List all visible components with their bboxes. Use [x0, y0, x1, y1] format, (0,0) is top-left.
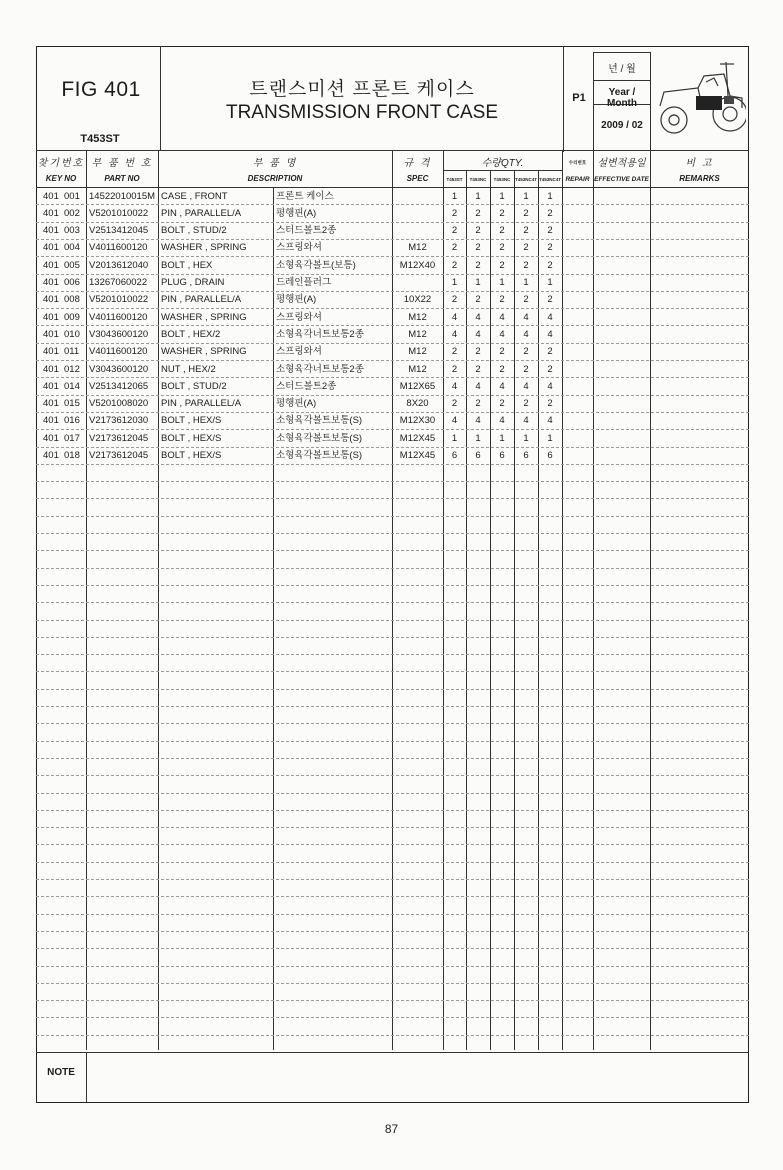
cell-desc-en: BOLT , HEX/2 [161, 328, 221, 340]
table-row [0, 430, 783, 447]
col-effective-kr: 설변적용일 [597, 158, 646, 169]
cell-qty: 2 [451, 363, 458, 375]
page-code: P1 [572, 92, 586, 104]
cell-fig: 401 [43, 259, 59, 271]
cell-qty: 2 [523, 346, 529, 358]
cell-qty: 4 [451, 415, 458, 427]
col-qty: 수량QTY. [481, 158, 524, 169]
cell-desc-kr: 평행핀(A) [276, 294, 317, 306]
col-key-kr: 찾기번호 [37, 158, 85, 169]
note-label: NOTE [47, 1067, 75, 1078]
row-rule [36, 689, 749, 690]
row-rule [36, 671, 749, 672]
page-title: TRANSMISSION FRONT CASE [225, 102, 498, 123]
cell-fig: 401 [43, 207, 59, 219]
cell-desc-en: PIN , PARALLEL/A [161, 398, 242, 410]
cell-fig: 401 [43, 190, 59, 202]
cell-qty: 1 [523, 190, 529, 202]
cell-spec: M12X65 [399, 380, 436, 392]
table-row [0, 239, 783, 256]
row-rule [36, 844, 749, 845]
row-rule [36, 827, 749, 828]
cell-qty: 2 [547, 207, 553, 219]
cell-desc-en: WASHER , SPRING [161, 346, 247, 358]
col-qty-model-4: T453NC4T [514, 177, 537, 182]
cell-qty: 6 [523, 450, 529, 461]
cell-qty: 1 [475, 432, 481, 444]
cell-qty: 1 [547, 190, 553, 202]
cell-qty: 4 [451, 328, 458, 340]
cell-part-no: V4011600120 [89, 242, 148, 254]
cell-qty: 2 [475, 346, 481, 358]
row-rule [36, 879, 749, 880]
cell-qty: 1 [451, 277, 458, 288]
cell-key: 012 [64, 363, 80, 375]
page-title-korean: 트랜스미션 프론트 케이스 [249, 79, 475, 100]
cell-qty: 2 [547, 242, 553, 254]
cell-part-no: V5201008020 [89, 398, 149, 410]
cell-qty: 2 [451, 207, 458, 219]
cell-desc-en: PIN , PARALLEL/A [161, 294, 242, 306]
cell-qty: 2 [547, 346, 553, 358]
table-row [0, 205, 783, 222]
cell-desc-en: WASHER , SPRING [161, 311, 247, 323]
cell-spec: M12 [408, 328, 427, 340]
col-remarks: REMARKS [679, 174, 720, 183]
row-rule [36, 896, 749, 897]
cell-qty: 2 [499, 207, 505, 219]
cell-part-no: V5201010022 [89, 294, 149, 306]
cell-desc-kr: 평행핀(A) [276, 398, 317, 410]
cell-qty: 4 [499, 311, 505, 323]
col-repair: REPAIR [565, 176, 590, 183]
row-rule [36, 862, 749, 863]
table-row [0, 222, 783, 239]
row-rule [36, 983, 749, 984]
cell-fig: 401 [43, 398, 59, 410]
header-divider [593, 52, 650, 53]
cell-spec [392, 222, 443, 239]
row-rule [36, 654, 749, 655]
cell-qty: 2 [523, 259, 529, 271]
table-row [0, 343, 783, 360]
year-month-label-korean: 년 / 월 [608, 64, 636, 75]
cell-qty: 1 [451, 190, 458, 202]
cell-qty: 2 [547, 294, 553, 306]
cell-qty: 4 [451, 311, 458, 323]
cell-part-no: 14522010015M [89, 190, 156, 202]
cell-spec: 10X22 [403, 294, 432, 306]
cell-desc-kr: 소형육각너트보통2종 [276, 328, 364, 340]
cell-desc-kr: 소형육각볼트보통(S) [276, 415, 363, 427]
cell-key: 018 [64, 450, 80, 461]
cell-qty: 2 [451, 242, 458, 254]
col-key-no: KEY NO [45, 174, 77, 183]
col-qty-model-1: T453ST [446, 177, 463, 182]
cell-key: 002 [64, 207, 80, 219]
cell-fig: 401 [43, 363, 59, 375]
cell-part-no: V3043600120 [89, 328, 149, 340]
cell-qty: 2 [475, 259, 481, 271]
cell-spec: M12 [408, 346, 427, 358]
cell-key: 015 [64, 398, 80, 410]
page-number: 87 [384, 1122, 399, 1136]
cell-part-no: V5201010022 [89, 207, 149, 219]
cell-qty: 4 [475, 415, 481, 427]
row-rule [36, 948, 749, 949]
cell-key: 008 [64, 294, 80, 306]
model-code: T453ST [80, 133, 120, 145]
cell-qty: 2 [451, 294, 458, 306]
cell-qty: 2 [451, 346, 458, 358]
cell-part-no: V2173612045 [89, 450, 149, 461]
qty-header-rule [443, 170, 562, 171]
cell-desc-en: NUT , HEX/2 [161, 363, 216, 375]
col-qty-model-3: T453NC [493, 177, 511, 182]
cell-key: 011 [64, 346, 80, 358]
row-rule [36, 914, 749, 915]
cell-fig: 401 [43, 432, 59, 444]
cell-fig: 401 [43, 328, 59, 340]
table-row [0, 326, 783, 343]
cell-qty: 2 [547, 363, 553, 375]
cell-desc-kr: 소형육각볼트보통(S) [276, 450, 363, 461]
cell-qty: 4 [523, 380, 529, 392]
cell-qty: 2 [523, 207, 529, 219]
cell-qty: 6 [547, 450, 553, 461]
cell-desc-kr: 평행핀(A) [276, 207, 317, 219]
note-divider [86, 1052, 87, 1103]
cell-desc-en: PLUG , DRAIN [161, 277, 225, 288]
cell-spec: M12X40 [399, 259, 436, 271]
row-rule [36, 775, 749, 776]
cell-desc-kr: 소형육각볼트보통(S) [276, 432, 363, 444]
cell-spec: M12 [408, 311, 427, 323]
col-part-kr: 부 품 번 호 [91, 158, 153, 169]
year-month-value: 2009 / 02 [601, 120, 643, 131]
table-row [0, 378, 783, 395]
note-top-rule [36, 1052, 749, 1053]
cell-qty: 2 [475, 225, 481, 237]
cell-qty: 2 [451, 398, 458, 410]
cell-qty: 1 [475, 190, 481, 202]
table-row [0, 395, 783, 412]
cell-desc-kr: 스프링와셔 [276, 311, 322, 323]
cell-spec [392, 188, 443, 205]
cell-qty: 4 [523, 415, 529, 427]
tractor-icon [654, 56, 746, 142]
cell-desc-kr: 스프링와셔 [276, 346, 322, 358]
header-divider [593, 80, 650, 81]
cell-part-no: V2513412065 [89, 380, 149, 392]
cell-fig: 401 [43, 294, 59, 306]
cell-spec: M12 [408, 363, 427, 375]
cell-desc-kr: 드레인플러그 [276, 277, 332, 288]
cell-qty: 2 [499, 294, 505, 306]
row-rule [36, 1017, 749, 1018]
cell-spec: M12X30 [399, 415, 436, 427]
cell-qty: 4 [499, 328, 505, 340]
row-rule [36, 706, 749, 707]
year-month-label: Year / Month [607, 87, 637, 109]
cell-qty: 2 [523, 225, 529, 237]
cell-qty: 2 [451, 259, 458, 271]
cell-fig: 401 [43, 277, 59, 288]
cell-qty: 1 [547, 277, 553, 288]
table-row [0, 188, 783, 205]
cell-qty: 2 [475, 242, 481, 254]
cell-key: 014 [64, 380, 80, 392]
cell-qty: 6 [451, 450, 458, 461]
cell-desc-en: BOLT , HEX/S [161, 432, 222, 444]
cell-key: 016 [64, 415, 80, 427]
cell-key: 017 [64, 432, 80, 444]
col-effective-date: EFFECTIVE DATE [594, 176, 649, 183]
cell-part-no: V4011600120 [89, 311, 148, 323]
cell-qty: 4 [523, 311, 529, 323]
cell-spec: M12X45 [399, 450, 436, 461]
col-repair-kr: 수리변호 [568, 160, 587, 165]
cell-qty: 1 [499, 190, 505, 202]
cell-qty: 4 [547, 415, 553, 427]
cell-qty: 2 [451, 225, 458, 237]
header-divider [650, 52, 651, 152]
cell-qty: 2 [523, 398, 529, 410]
row-rule [36, 637, 749, 638]
cell-key: 001 [64, 190, 80, 202]
cell-desc-en: BOLT , STUD/2 [161, 225, 227, 237]
cell-qty: 2 [499, 259, 505, 271]
cell-part-no: V2013612040 [89, 259, 149, 271]
cell-desc-en: WASHER , SPRING [161, 242, 247, 254]
row-rule [36, 585, 749, 586]
cell-qty: 2 [475, 398, 481, 410]
col-spec-kr: 규 격 [403, 158, 432, 169]
cell-desc-en: PIN , PARALLEL/A [161, 207, 242, 219]
col-qty-model-5: T453NC4T [538, 177, 561, 182]
cell-qty: 2 [523, 294, 529, 306]
cell-qty: 2 [499, 398, 505, 410]
cell-qty: 2 [475, 363, 481, 375]
row-rule [36, 481, 749, 482]
table-row [0, 291, 783, 308]
cell-desc-kr: 프론트 케이스 [276, 190, 334, 202]
table-row [0, 447, 783, 464]
cell-qty: 4 [475, 311, 481, 323]
row-rule [36, 602, 749, 603]
cell-fig: 401 [43, 311, 59, 323]
header-divider [563, 46, 564, 152]
row-rule [36, 810, 749, 811]
cell-spec: 8X20 [406, 398, 429, 410]
cell-part-no: 13267060022 [89, 277, 148, 288]
cell-qty: 2 [499, 242, 505, 254]
figure-number: FIG 401 [61, 78, 141, 101]
cell-qty: 2 [547, 259, 553, 271]
cell-qty: 4 [499, 415, 505, 427]
cell-qty: 2 [475, 294, 481, 306]
cell-part-no: V4011600120 [89, 346, 148, 358]
cell-part-no: V2173612030 [89, 415, 149, 427]
col-qty-model-2: T453NC [469, 177, 487, 182]
cell-qty: 2 [499, 363, 505, 375]
cell-qty: 1 [547, 432, 553, 444]
cell-fig: 401 [43, 225, 59, 237]
cell-part-no: V3043600120 [89, 363, 149, 375]
col-desc-kr: 부 품 명 [252, 158, 298, 169]
cell-part-no: V2173612045 [89, 432, 149, 444]
cell-spec [392, 205, 443, 222]
row-rule [36, 931, 749, 932]
cell-qty: 2 [547, 398, 553, 410]
row-rule [36, 723, 749, 724]
table-row [0, 361, 783, 378]
row-rule [36, 516, 749, 517]
cell-qty: 4 [499, 380, 505, 392]
cell-fig: 401 [43, 450, 59, 461]
table-row [0, 257, 783, 274]
row-rule [36, 741, 749, 742]
cell-desc-kr: 소형육각너트보통2종 [276, 363, 364, 375]
cell-qty: 4 [475, 380, 481, 392]
row-rule [36, 1000, 749, 1001]
row-rule [36, 966, 749, 967]
table-row [0, 274, 783, 291]
cell-desc-kr: 소형육각볼트(보통) [276, 259, 356, 271]
cell-qty: 6 [499, 450, 505, 461]
table-row [0, 412, 783, 429]
cell-qty: 6 [475, 450, 481, 461]
cell-qty: 1 [523, 277, 529, 288]
cell-qty: 4 [547, 311, 553, 323]
row-rule [36, 533, 749, 534]
cell-qty: 4 [451, 380, 458, 392]
cell-qty: 1 [499, 432, 505, 444]
cell-qty: 1 [523, 432, 529, 444]
cell-desc-en: BOLT , HEX/S [161, 450, 222, 461]
cell-desc-kr: 스프링와셔 [276, 242, 322, 254]
row-rule [36, 568, 749, 569]
cell-qty: 4 [547, 380, 553, 392]
cell-qty: 2 [499, 346, 505, 358]
col-part-no: PART NO [104, 174, 140, 183]
cell-qty: 4 [475, 328, 481, 340]
cell-spec [392, 274, 443, 291]
row-rule [36, 550, 749, 551]
cell-desc-en: BOLT , HEX [161, 259, 213, 271]
col-remarks-kr: 비 고 [685, 158, 714, 169]
cell-desc-en: BOLT , HEX/S [161, 415, 222, 427]
cell-fig: 401 [43, 346, 59, 358]
cell-qty: 1 [499, 277, 505, 288]
cell-qty: 4 [523, 328, 529, 340]
cell-spec: M12X45 [399, 432, 436, 444]
cell-desc-en: CASE , FRONT [161, 190, 228, 202]
cell-qty: 1 [451, 432, 458, 444]
cell-qty: 2 [547, 225, 553, 237]
cell-key: 004 [64, 242, 80, 254]
cell-desc-en: BOLT , STUD/2 [161, 380, 227, 392]
cell-part-no: V2513412045 [89, 225, 149, 237]
cell-desc-kr: 스터드볼트2종 [276, 380, 337, 392]
col-description: DESCRIPTION [247, 174, 303, 183]
cell-desc-kr: 스터드볼트2종 [276, 225, 337, 237]
cell-key: 005 [64, 259, 80, 271]
row-rule [36, 1035, 749, 1036]
cell-qty: 2 [523, 242, 529, 254]
cell-fig: 401 [43, 415, 59, 427]
row-rule [36, 758, 749, 759]
cell-key: 009 [64, 311, 80, 323]
row-rule [36, 793, 749, 794]
header-divider [160, 46, 161, 150]
cell-key: 010 [64, 328, 80, 340]
cell-key: 003 [64, 225, 80, 237]
cell-qty: 2 [499, 225, 505, 237]
cell-qty: 2 [523, 363, 529, 375]
row-rule [36, 498, 749, 499]
table-row [0, 309, 783, 326]
cell-spec: M12 [408, 242, 427, 254]
cell-qty: 1 [475, 277, 481, 288]
col-spec: SPEC [406, 174, 429, 183]
cell-fig: 401 [43, 380, 59, 392]
cell-fig: 401 [43, 242, 59, 254]
cell-key: 006 [64, 277, 80, 288]
cell-qty: 2 [475, 207, 481, 219]
row-rule [36, 620, 749, 621]
cell-qty: 4 [547, 328, 553, 340]
